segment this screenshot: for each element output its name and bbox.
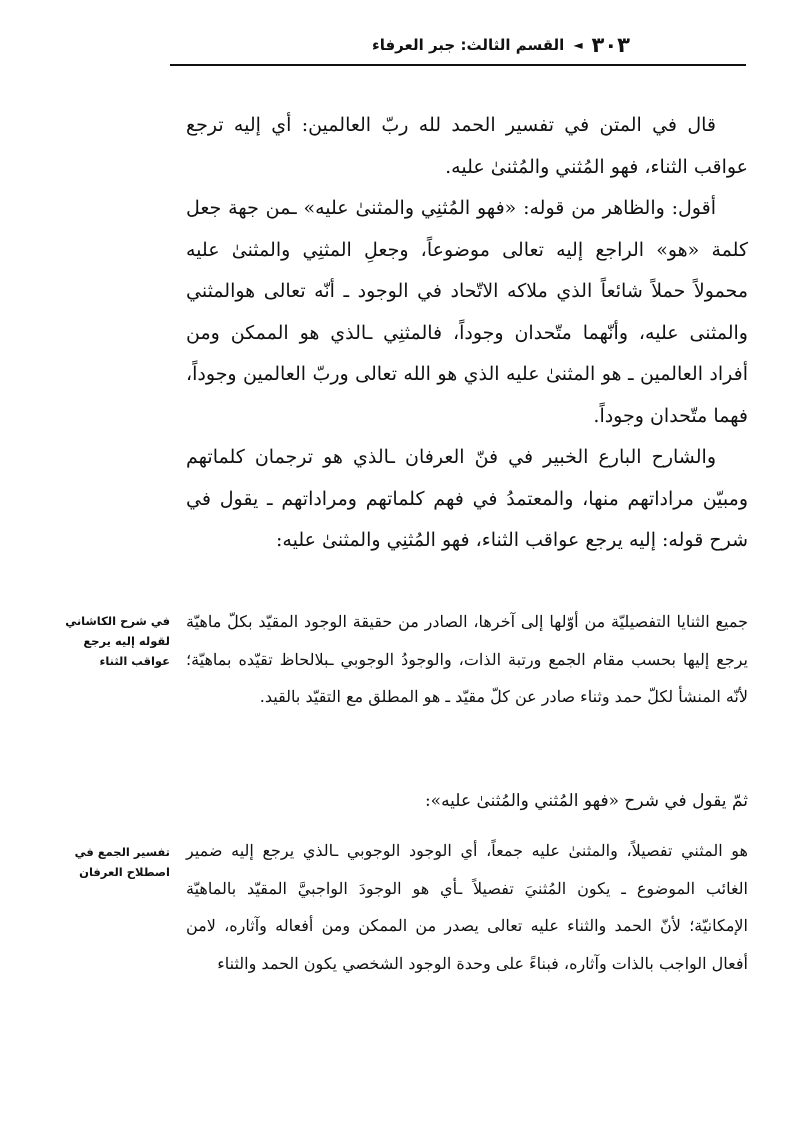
transition-line: ثمّ يقول في شرح «فهو المُثني والمُثنىٰ عليه»: <box>424 791 748 811</box>
margin-note-jam: تفسير الجمع في اصطلاح العرفان <box>74 845 170 879</box>
paragraph-sharih: والشارح البارع الخبير في فنّ العرفان ـالذي هو ترجمان كلماتهم ومبيّن مراداتهم منها، والمعتمدُ في فهم كلماتهم ومراداتهم ـ يقول في شرح قوله: إليه يرجع عواقب الثناء، فهو المُثنِي والمثنىٰ عليه: <box>186 446 748 551</box>
quoted-commentary-two: هو المثني تفصيلاً، والمثنىٰ عليه جمعاً، أي الوجود الوجوبي ـالذي يرجع إليه ضمير الغائب الموضوع ـ يكون المُثنيَ تفصيلاً ـأي هو الوجودَ الواجبيَّ المقيّد بالماهيّة الإمكانيّة؛ لأنّ الحمد والثناء عليه تعالى يصدر من الممكن ومن أفعاله وآثاره، لامن أفعال الواجب بالذات وآثاره، فبناءً على وحدة الوجود الشخصي يكون الحمد والثناء <box>186 841 748 973</box>
paragraph-aqulu: أقول: والظاهر من قوله: «فهو المُثنِي والمثنىٰ عليه» ـمن جهة جعل كلمة «هو» الراجع إليه تعالى موضوعاً، وجعلِ المثنِي والمثنىٰ عليه محمولاً حملاً شائعاً الذي ملاكه الاتّحاد في الوجود ـ أنّه تعالى هوالمثني والمثنى عليه، وأنّهما متّحدان وجوداً، فالمثنِي ـالذي هو الممكن ومن أفراد العالمين ـ هو المثنىٰ عليه الذي هو الله تعالى وربّ العالمين وجوداً، فهما متّحدان وجوداً. <box>186 197 748 427</box>
running-header <box>170 30 630 60</box>
main-text <box>186 105 748 562</box>
header-rule <box>170 64 746 66</box>
page-number: ٣٠٣ <box>591 33 630 57</box>
running-title: القسم الثالث: جبر العرفاء <box>372 36 565 54</box>
header-arrow-icon: ◄ <box>573 38 583 52</box>
paragraph-matn: قال في المتن في تفسير الحمد لله ربّ العالمين: أي إليه ترجع عواقب الثناء، فهو المُثني والمُثنىٰ عليه. <box>186 114 748 178</box>
margin-note-kashani: في شرح الكاشاني لقوله إليه يرجع عواقب الثناء <box>65 614 170 668</box>
quoted-commentary-one: جميع الثنايا التفصيليّة من أوّلها إلى آخرها، الصادر من حقيقة الوجود المقيّد بكلّ ماهيّة يرجع إليها بحسب مقام الجمع ورتبة الذات، والوجودُ الوجوبي ـبلالحاظ تقيّده بماهيّة؛ لأنّه المنشأ لكلّ حمد وثناء صادر عن كلّ مقيّد ـ هو المطلق مع التقيّد بالقيد. <box>186 612 748 706</box>
